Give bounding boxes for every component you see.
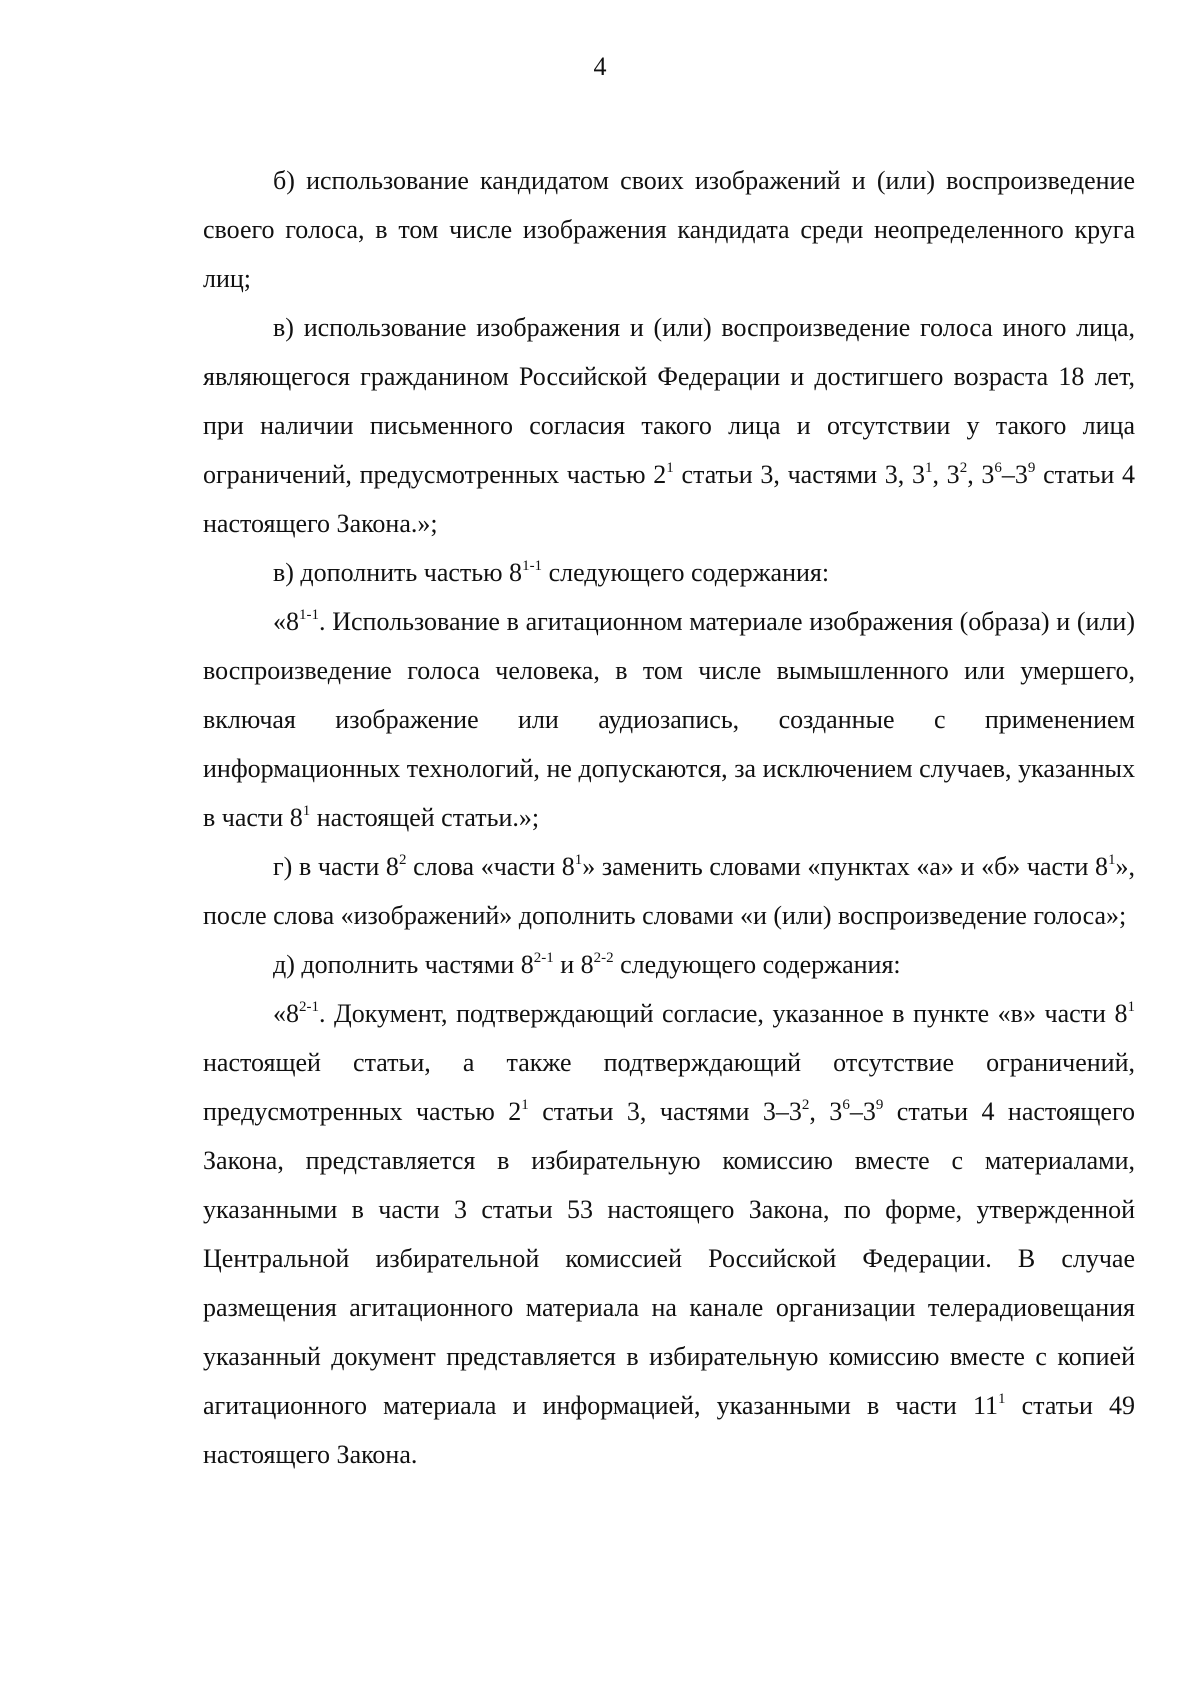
text-run: статьи 3, частями 3–3	[528, 1097, 802, 1126]
superscript: 2-1	[533, 950, 554, 967]
text-run: статьи 3, частями 3, 3	[673, 460, 925, 489]
text-run: в) дополнить частью 8	[273, 558, 523, 587]
paragraph	[203, 597, 1135, 842]
superscript: 1	[1108, 852, 1116, 869]
superscript: 1	[574, 852, 583, 869]
superscript: 1	[302, 803, 311, 820]
text-run: следующего содержания:	[542, 558, 830, 587]
paragraph	[203, 842, 1135, 940]
text-run: статьи 4 настоящего Закона.»;	[203, 460, 1135, 538]
text-run: настоящей статьи.»;	[310, 803, 540, 832]
paragraph	[203, 548, 1135, 597]
text-run: », после слова «изображений» дополнить словами «и (или) воспроизведение голоса»;	[203, 852, 1135, 930]
text-run: –3	[849, 1097, 876, 1126]
superscript: 2	[398, 852, 407, 869]
text-run: г) в части 8	[273, 852, 399, 881]
text-run: д) дополнить частями 8	[273, 950, 534, 979]
superscript: 1	[521, 1097, 529, 1114]
superscript: 2-2	[593, 950, 614, 967]
text-run: , 3	[809, 1097, 843, 1126]
superscript: 9	[1027, 460, 1036, 477]
text-run: статьи 4 настоящего Закона, представляется в избирательную комиссию вместе с материалами, указанными в части 3 статьи 53 настоящего Закона, по форме, утвержденной Центральной избирательной комиссией Российской Федерации. В случае размещения агитационного материала на канале организации телерадиовещания указанный документ представляется в избирательную комиссию вместе с копией агитационного материала и информацией, указанными в части 11	[203, 1097, 1135, 1420]
text-run: «8	[273, 999, 299, 1028]
text-run: статьи 49 настоящего Закона.	[203, 1391, 1135, 1469]
text-run: » заменить словами «пунктах «а» и «б» части 8	[582, 852, 1108, 881]
document-body	[203, 156, 1135, 1479]
superscript: 1-1	[299, 607, 319, 624]
text-run: в) использование изображения и (или) воспроизведение голоса иного лица, являющегося гражданином Российской Федерации и достигшего возраста 18 лет, при наличии письменного согласия такого лица и отсутствии у такого лица ограничений, предусмотренных частью 2	[203, 313, 1135, 489]
paragraph	[203, 156, 1135, 303]
text-run: –3	[1001, 460, 1028, 489]
text-run: . Документ, подтверждающий согласие, указанное в пункте «в» части 8	[319, 999, 1128, 1028]
page-number: 4	[593, 52, 607, 81]
text-run: «8	[273, 607, 299, 636]
text-run: и 8	[553, 950, 594, 979]
superscript: 6	[842, 1097, 850, 1114]
text-run: , 3	[932, 460, 960, 489]
text-run: , 3	[967, 460, 995, 489]
superscript: 1	[924, 460, 933, 477]
text-run: следующего содержания:	[613, 950, 901, 979]
superscript: 1	[998, 1391, 1006, 1408]
superscript: 2-1	[299, 999, 319, 1016]
superscript: 1	[666, 460, 674, 477]
superscript: 9	[875, 1097, 884, 1114]
paragraph	[203, 940, 1135, 989]
text-run: слова «части 8	[406, 852, 575, 881]
superscript: 1	[1127, 999, 1135, 1016]
paragraph	[203, 989, 1135, 1479]
superscript: 1-1	[522, 558, 543, 575]
paragraph	[203, 303, 1135, 548]
superscript: 6	[994, 460, 1002, 477]
text-run: . Использование в агитационном материале изображения (образа) и (или) воспроизведение голоса человека, в том числе вымышленного или умершего, включая изображение или аудиозапись, созданные с применением информационных технологий, не допускаются, за исключением случаев, указанных в части 8	[203, 607, 1135, 832]
superscript: 2	[959, 460, 968, 477]
superscript: 2	[801, 1097, 810, 1114]
text-run: б) использование кандидатом своих изображений и (или) воспроизведение своего голоса, в том числе изображения кандидата среди неопределенного круга лиц;	[203, 166, 1135, 293]
text-run: настоящей статьи, а также подтверждающий отсутствие ограничений, предусмотренных частью 2	[203, 1048, 1135, 1126]
